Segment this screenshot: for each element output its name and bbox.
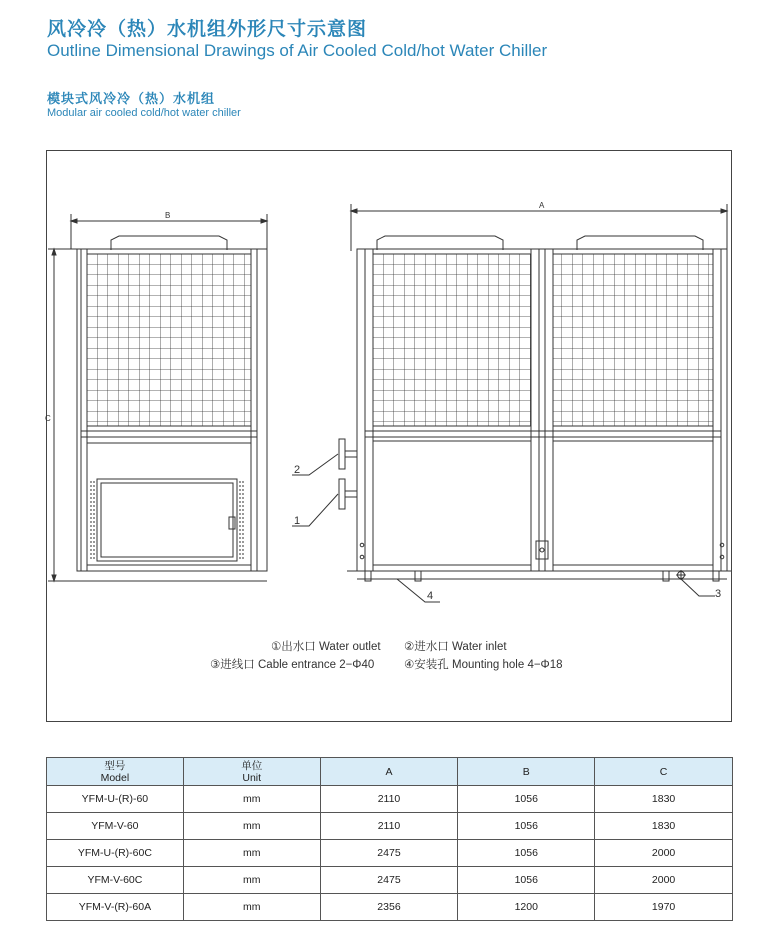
- cell-b: 1056: [458, 786, 595, 813]
- section-title-en: Modular air cooled cold/hot water chiller: [47, 107, 241, 119]
- section-title-cn: 模块式风冷冷（热）水机组: [47, 91, 216, 106]
- cell-b: 1056: [458, 813, 595, 840]
- callout-2: 2: [294, 464, 301, 476]
- cell-model: YFM-U-(R)-60C: [47, 840, 184, 867]
- table-row: [47, 894, 733, 921]
- cell-model: YFM-U-(R)-60: [47, 786, 184, 813]
- drawing-frame: [46, 150, 732, 722]
- page-title-en: Outline Dimensional Drawings of Air Cooled Cold/hot Water Chiller: [47, 41, 548, 60]
- cell-unit: mm: [183, 894, 320, 921]
- table-row: [47, 840, 733, 867]
- cell-c: 1970: [595, 894, 733, 921]
- cell-unit: mm: [183, 813, 320, 840]
- cell-b: 1056: [458, 867, 595, 894]
- callout-3: 3: [715, 588, 722, 600]
- callout-4: 4: [427, 590, 434, 602]
- cell-a: 2475: [320, 867, 458, 894]
- header-unit: 单位 Unit: [183, 758, 320, 786]
- cell-a: 2475: [320, 840, 458, 867]
- header-c: C: [595, 758, 733, 786]
- callout-1: 1: [294, 515, 301, 527]
- spec-table: [46, 757, 733, 921]
- page-title-cn: 风冷冷（热）水机组外形尺寸示意图: [47, 19, 368, 40]
- legend-cable-entrance: ③进线口 Cable entrance 2−Φ40: [210, 659, 375, 671]
- cell-b: 1200: [458, 894, 595, 921]
- cell-a: 2356: [320, 894, 458, 921]
- header-model: 型号 Model: [47, 758, 184, 786]
- cell-a: 2110: [320, 813, 458, 840]
- cell-model: YFM-V-60C: [47, 867, 184, 894]
- legend-water-outlet: ①出水口 Water outlet: [271, 641, 381, 653]
- cell-c: 1830: [595, 786, 733, 813]
- header-a: A: [320, 758, 458, 786]
- table-row: [47, 813, 733, 840]
- side-view: [45, 211, 267, 581]
- table-header-row: [47, 758, 733, 786]
- header-b: B: [458, 758, 595, 786]
- legend-water-inlet: ②进水口 Water inlet: [404, 641, 507, 653]
- cell-model: YFM-V-(R)-60A: [47, 894, 184, 921]
- cell-unit: mm: [183, 786, 320, 813]
- cell-c: 2000: [595, 867, 733, 894]
- dimensional-drawing: [47, 151, 733, 723]
- cell-c: 2000: [595, 840, 733, 867]
- front-view: [292, 201, 731, 602]
- cell-unit: mm: [183, 867, 320, 894]
- dim-b-label: B: [165, 211, 171, 220]
- cell-a: 2110: [320, 786, 458, 813]
- table-row: [47, 867, 733, 894]
- dim-a-label: A: [539, 201, 545, 210]
- dim-c-label: C: [45, 414, 51, 423]
- legend-mounting-hole: ④安装孔 Mounting hole 4−Φ18: [404, 659, 563, 671]
- cell-b: 1056: [458, 840, 595, 867]
- cell-c: 1830: [595, 813, 733, 840]
- table-row: [47, 786, 733, 813]
- cell-unit: mm: [183, 840, 320, 867]
- cell-model: YFM-V-60: [47, 813, 184, 840]
